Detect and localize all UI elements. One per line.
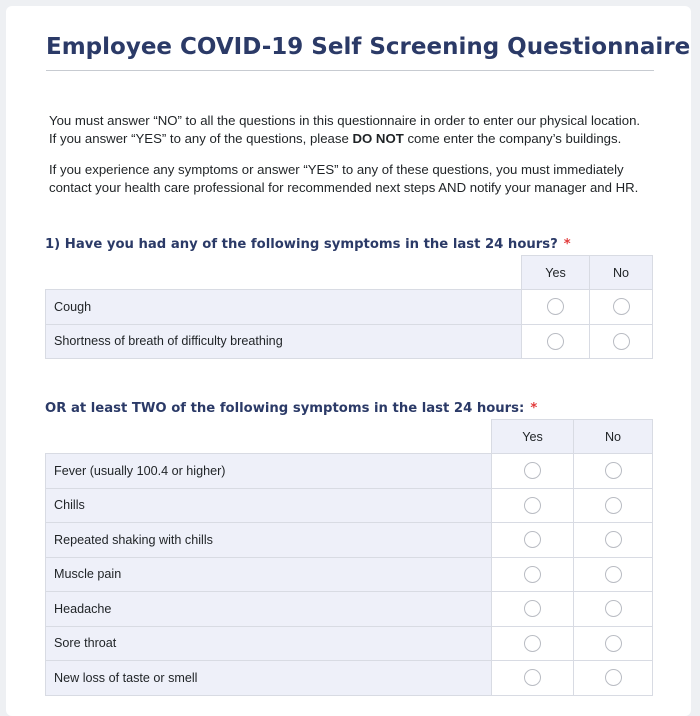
cell-no [590, 324, 653, 359]
question-1-text: 1) Have you had any of the following symptoms in the last 24 hours? [45, 237, 558, 252]
cell-no [574, 592, 653, 627]
cell-no [590, 290, 653, 325]
radio-yes[interactable] [524, 635, 541, 652]
question-2-title [45, 401, 537, 416]
radio-yes[interactable] [524, 566, 541, 583]
cell-no [574, 523, 653, 558]
radio-no[interactable] [605, 669, 622, 686]
cell-yes [492, 626, 574, 661]
form-title: Employee COVID-19 Self Screening Questionnaire [46, 34, 691, 60]
grid-row [46, 523, 653, 558]
radio-no[interactable] [613, 298, 630, 315]
intro-paragraph-2: If you experience any symptoms or answer “YES” to any of these questions, you must immediately contact your health care professional for recommended next steps AND notify your manager and HR. [49, 162, 639, 195]
required-asterisk: * [563, 237, 571, 252]
cell-no [574, 661, 653, 696]
column-header-yes: Yes [522, 256, 590, 290]
cell-yes [492, 488, 574, 523]
cell-no [574, 557, 653, 592]
row-label: Headache [46, 592, 492, 627]
cell-no [574, 626, 653, 661]
row-label: Chills [46, 488, 492, 523]
cell-yes [522, 324, 590, 359]
cell-yes [492, 523, 574, 558]
row-label: New loss of taste or smell [46, 661, 492, 696]
cell-no [574, 488, 653, 523]
intro-text-bold: DO NOT [352, 131, 404, 146]
row-label: Muscle pain [46, 557, 492, 592]
question-1-title [45, 237, 571, 252]
grid-row [46, 454, 653, 489]
column-header-no: No [590, 256, 653, 290]
radio-no[interactable] [613, 333, 630, 350]
cell-yes [492, 454, 574, 489]
intro-text-a: You must answer “NO” to all the questions in this questionnaire in order to enter our physical location. If you answer “YES” to any of the questions, please [49, 113, 641, 146]
row-label: Sore throat [46, 626, 492, 661]
radio-no[interactable] [605, 635, 622, 652]
grid-row [46, 290, 653, 325]
intro-text-b: come enter the company’s buildings. [403, 131, 622, 146]
grid-row [46, 626, 653, 661]
cell-yes [522, 290, 590, 325]
grid-row [46, 488, 653, 523]
cell-yes [492, 661, 574, 696]
radio-no[interactable] [605, 566, 622, 583]
question-2-grid [45, 419, 653, 696]
intro-paragraph-1 [49, 112, 649, 148]
question-1-grid [45, 255, 653, 359]
radio-yes[interactable] [547, 298, 564, 315]
column-header-yes: Yes [492, 420, 574, 454]
radio-yes[interactable] [524, 600, 541, 617]
column-header-no: No [574, 420, 653, 454]
radio-no[interactable] [605, 497, 622, 514]
radio-no[interactable] [605, 462, 622, 479]
title-divider [46, 70, 654, 71]
form-card [6, 6, 691, 716]
row-label: Fever (usually 100.4 or higher) [46, 454, 492, 489]
grid-row [46, 661, 653, 696]
radio-yes[interactable] [524, 497, 541, 514]
cell-no [574, 454, 653, 489]
grid-row [46, 592, 653, 627]
row-label: Cough [46, 290, 522, 325]
grid-row [46, 557, 653, 592]
radio-yes[interactable] [547, 333, 564, 350]
radio-yes[interactable] [524, 462, 541, 479]
grid-corner [46, 256, 522, 290]
grid-corner [46, 420, 492, 454]
cell-yes [492, 592, 574, 627]
radio-no[interactable] [605, 600, 622, 617]
question-2-text: OR at least TWO of the following symptoms in the last 24 hours: [45, 401, 525, 416]
radio-yes[interactable] [524, 669, 541, 686]
cell-yes [492, 557, 574, 592]
required-asterisk: * [530, 401, 538, 416]
radio-yes[interactable] [524, 531, 541, 548]
radio-no[interactable] [605, 531, 622, 548]
row-label: Shortness of breath of difficulty breathing [46, 324, 522, 359]
row-label: Repeated shaking with chills [46, 523, 492, 558]
grid-row [46, 324, 653, 359]
